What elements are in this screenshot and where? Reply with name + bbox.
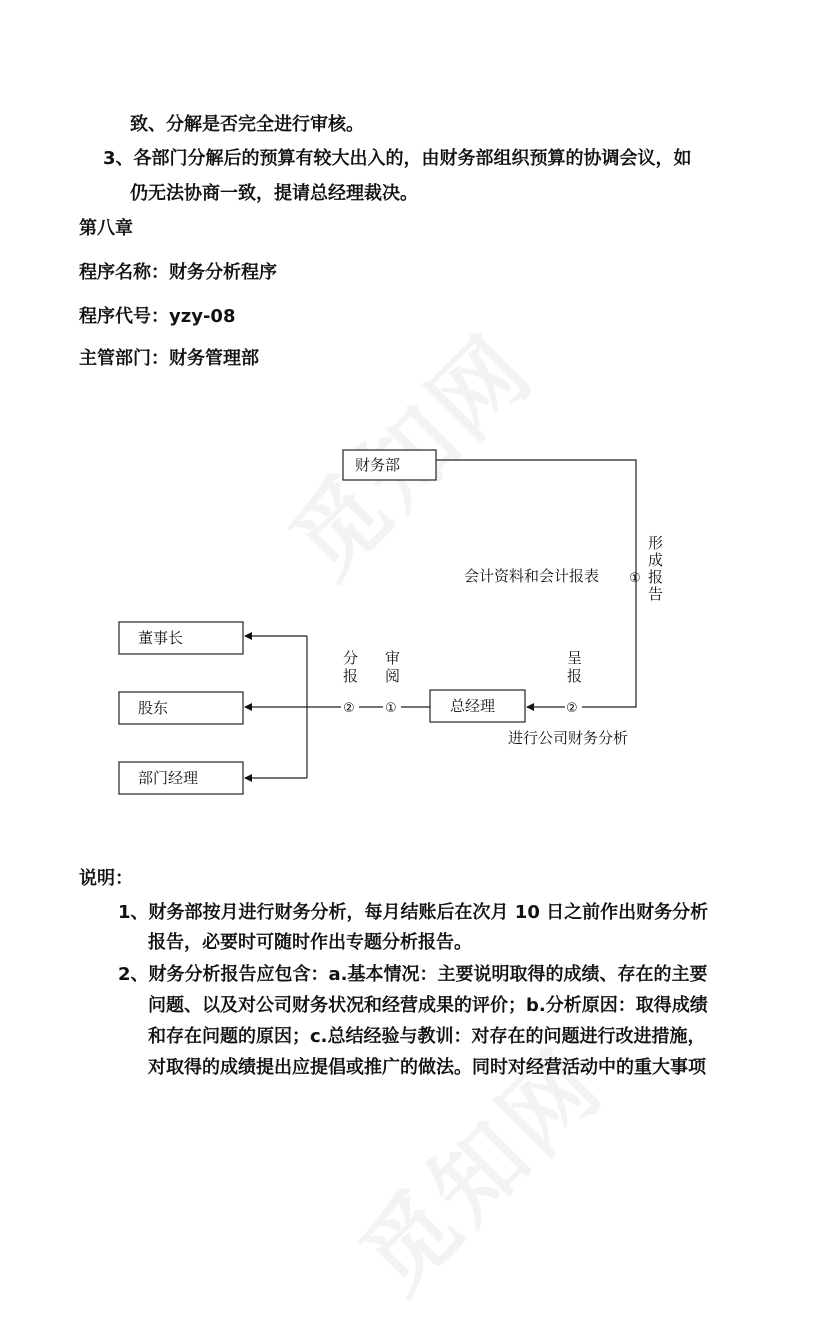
note-1-line1: 1、财务部按月进行财务分析，每月结账后在次月 10 日之前作出财务分析: [118, 902, 709, 923]
node-board-chair: [119, 622, 243, 654]
label-review: [385, 649, 400, 685]
program-code: 程序代号：yzy-08: [79, 306, 236, 327]
note-2-line1: 2、财务分析报告应包含：a.基本情况：主要说明取得的成绩、存在的主要: [118, 964, 708, 985]
svg-text:董事长: 董事长: [138, 629, 184, 647]
program-name: 程序名称：财务分析程序: [79, 262, 277, 283]
svg-text:股东: 股东: [138, 699, 169, 717]
step-1-marker-review: ①: [385, 701, 397, 716]
responsible-department: 主管部门：财务管理部: [79, 348, 259, 369]
note-2-line2: 问题、以及对公司财务状况和经营成果的评价；b.分析原因：取得成绩: [148, 995, 708, 1016]
label-company-analysis: 进行公司财务分析: [508, 729, 629, 747]
paragraph-item-3-line2: 仍无法协商一致，提请总经理裁决。: [130, 183, 418, 204]
svg-text:报: 报: [648, 568, 664, 586]
svg-text:呈: 呈: [567, 649, 583, 667]
svg-text:总经理: 总经理: [450, 697, 496, 715]
node-finance-dept: [343, 450, 436, 480]
svg-text:阅: 阅: [385, 667, 401, 685]
label-accounting-info: 会计资料和会计报表: [464, 567, 600, 585]
note-2-line3: 和存在问题的原因；c.总结经验与教训：对存在的问题进行改进措施，: [148, 1026, 706, 1047]
svg-text:告: 告: [648, 585, 664, 603]
label-form-report: [648, 534, 663, 603]
step-2-marker-distribute: ②: [343, 701, 355, 716]
svg-text:形: 形: [648, 534, 664, 552]
svg-text:报: 报: [343, 667, 359, 685]
step-2-marker-submit: ②: [566, 701, 578, 716]
svg-text:部门经理: 部门经理: [138, 769, 199, 787]
notes-title: 说明：: [79, 868, 133, 889]
chapter-heading: 第八章: [79, 218, 133, 239]
svg-text:报: 报: [567, 667, 583, 685]
node-dept-manager: [119, 762, 243, 794]
node-shareholders: [119, 692, 243, 724]
node-general-manager: [430, 690, 525, 722]
step-1-marker: ①: [629, 571, 641, 586]
paragraph-continued: 致、分解是否完全进行审核。: [130, 114, 364, 135]
svg-text:成: 成: [648, 551, 664, 569]
note-1-line2: 报告，必要时可随时作出专题分析报告。: [148, 932, 472, 953]
label-distribute: [343, 649, 358, 685]
note-2-line4: 对取得的成绩提出应提倡或推广的做法。同时对经营活动中的重大事项: [148, 1057, 706, 1078]
svg-text:分: 分: [343, 649, 359, 667]
paragraph-item-3-line1: 3、各部门分解后的预算有较大出入的，由财务部组织预算的协调会议，如: [103, 148, 692, 169]
svg-text:财务部: 财务部: [355, 456, 401, 474]
label-submit: [567, 649, 582, 685]
svg-text:审: 审: [385, 649, 401, 667]
